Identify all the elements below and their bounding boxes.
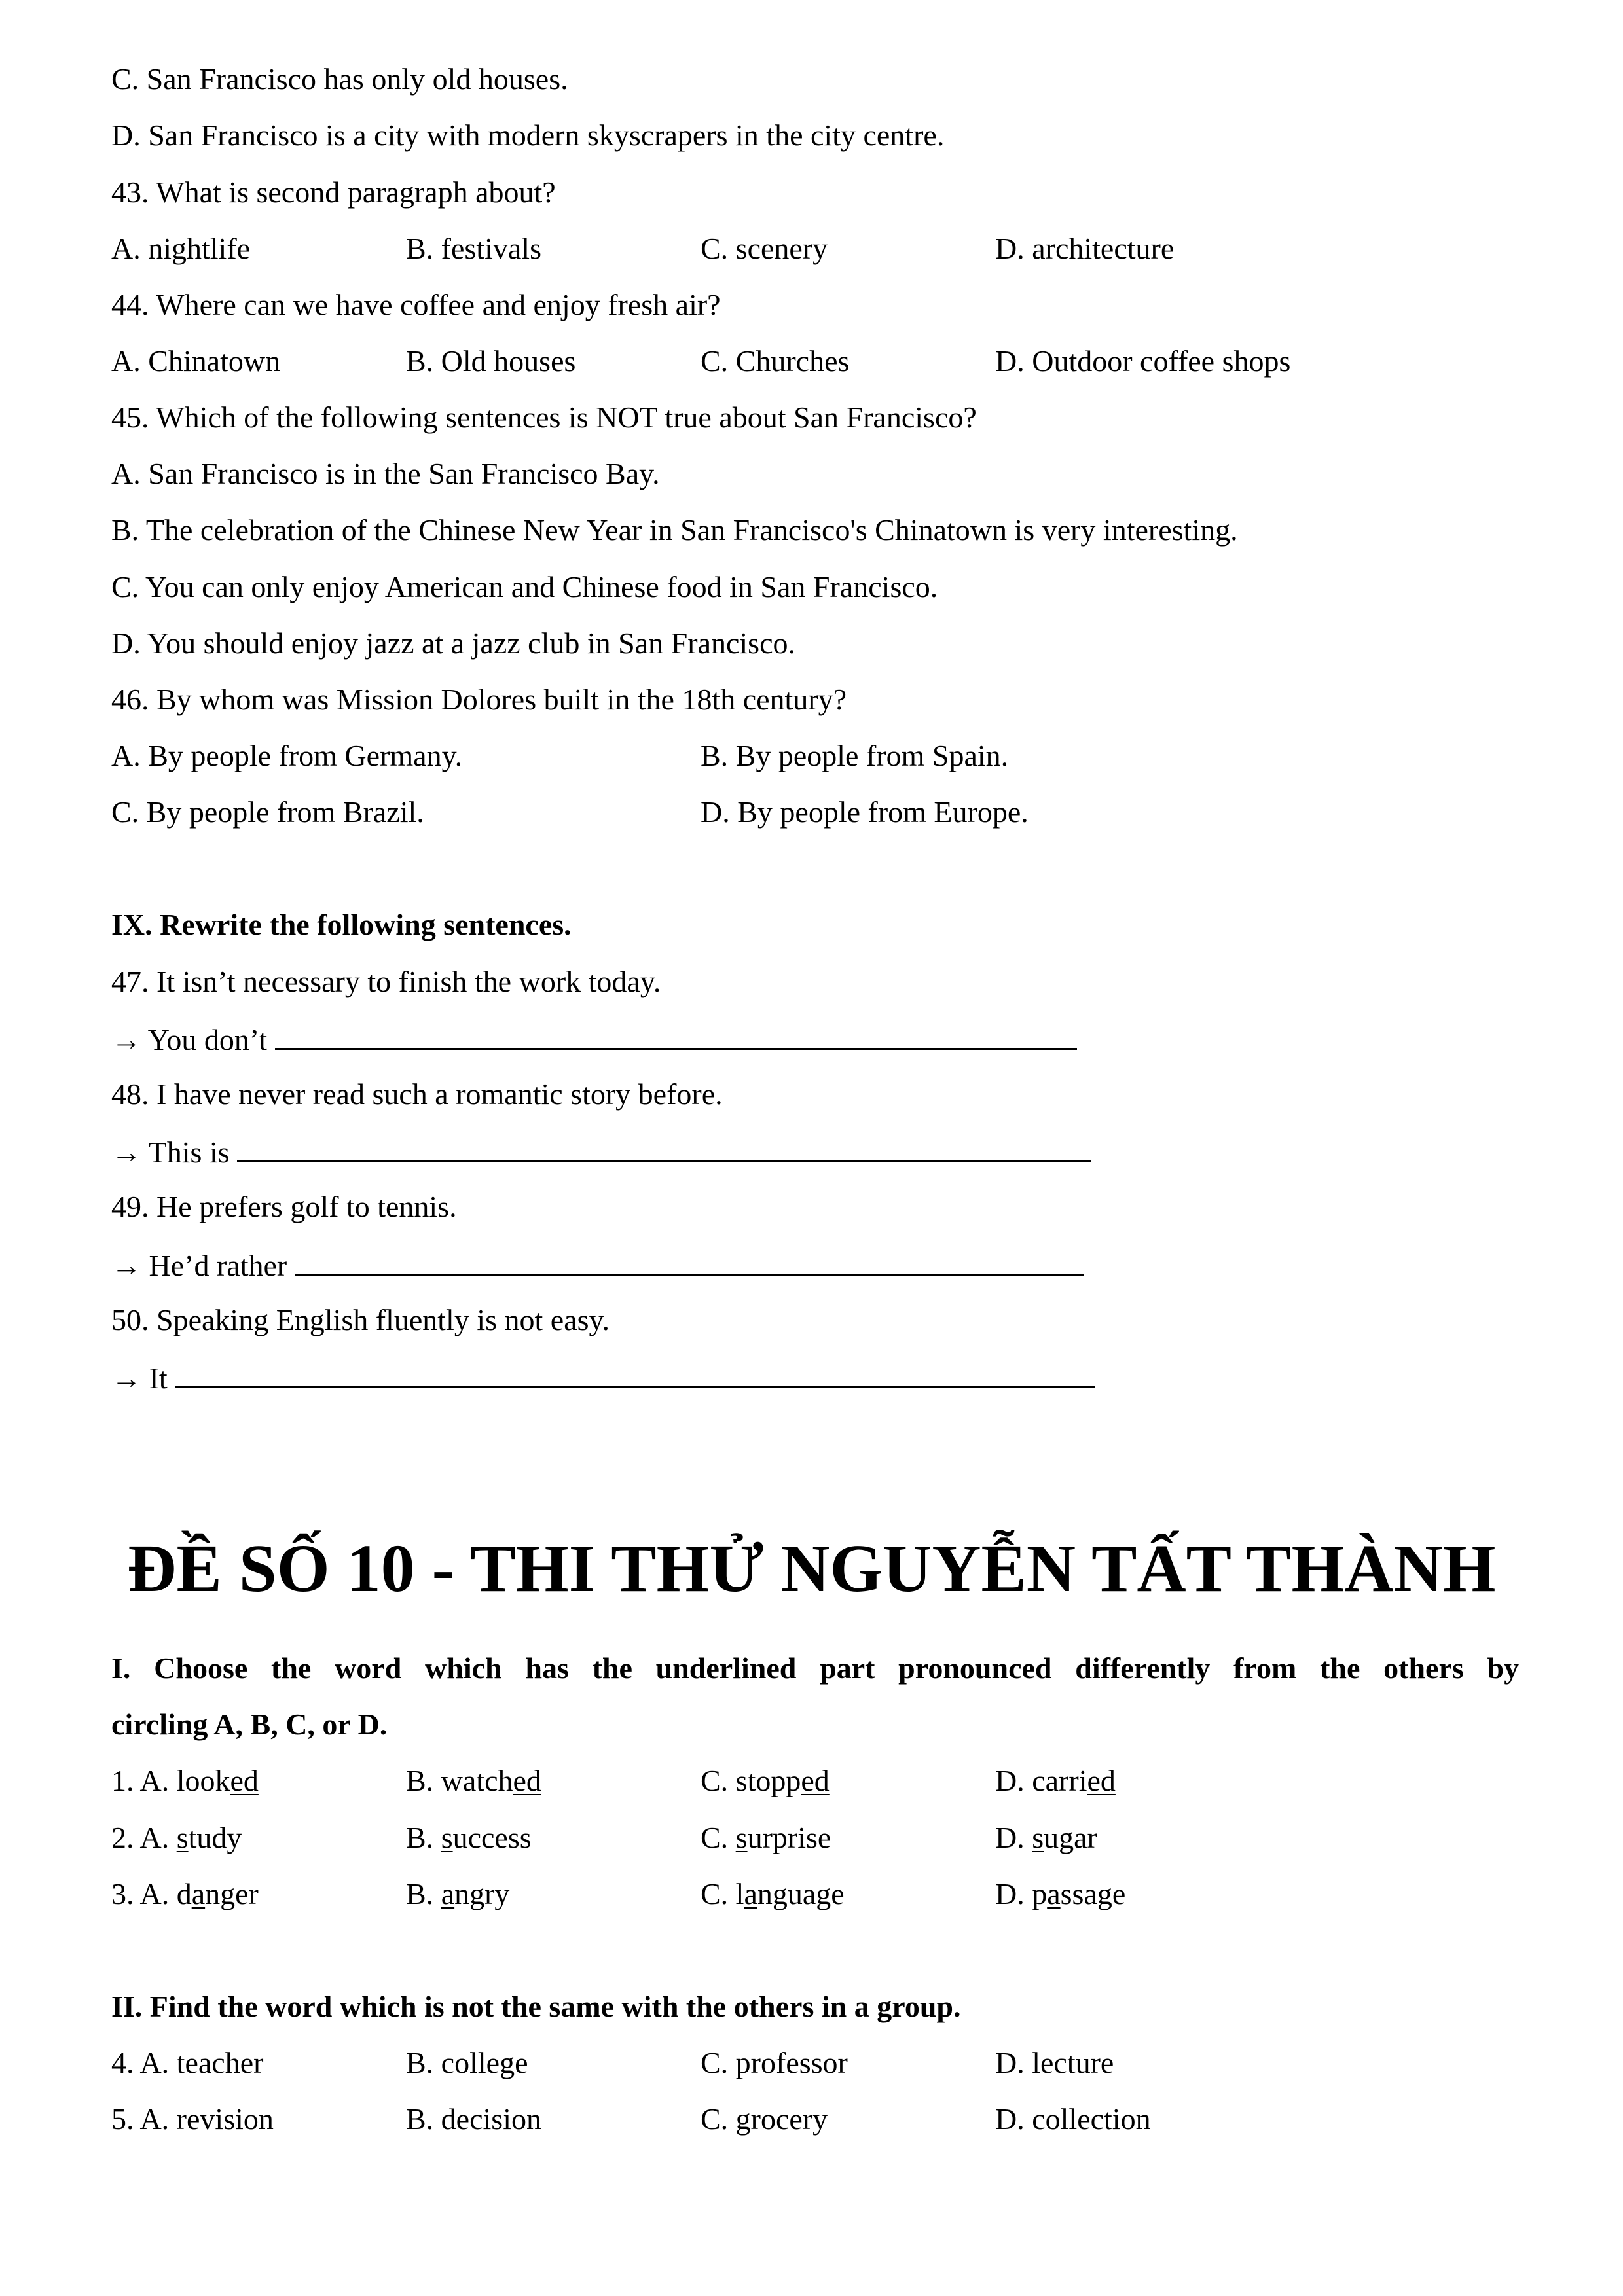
q49-answer-line xyxy=(111,1249,1084,1281)
q44-option-b: B. Old houses xyxy=(406,344,576,378)
q2-row xyxy=(111,1823,1519,1862)
q46-option-b: B. By people from Spain. xyxy=(701,739,1009,772)
q47-answer-blank[interactable] xyxy=(275,1023,1077,1050)
q3-row xyxy=(111,1879,1519,1918)
q44-question: 44. Where can we have coffee and enjoy fresh air? xyxy=(111,288,721,321)
q46-options-row-1 xyxy=(111,741,1519,780)
q5-option-b: B. decision xyxy=(406,2102,541,2136)
q47-sentence: 47. It isn’t necessary to finish the work today. xyxy=(111,965,661,998)
q5-option-d: D. collection xyxy=(995,2102,1151,2136)
q1-option-b: B. watched xyxy=(406,1764,541,1797)
q47-prompt: → You don’t xyxy=(111,1023,268,1056)
q2-option-d: D. sugar xyxy=(995,1821,1097,1854)
q45-option-c: C. You can only enjoy American and Chinese food in San Francisco. xyxy=(111,570,938,603)
q50-prompt: → It xyxy=(111,1361,168,1395)
q4-option-b: B. college xyxy=(406,2046,528,2079)
q44-option-c: C. Churches xyxy=(701,344,850,378)
q45-question: 45. Which of the following sentences is NOT true about San Francisco? xyxy=(111,401,977,434)
q48-prompt: → This is xyxy=(111,1136,230,1169)
q46-options-row-2 xyxy=(111,797,1519,836)
q43-question: 43. What is second paragraph about? xyxy=(111,175,556,209)
q49-sentence: 49. He prefers golf to tennis. xyxy=(111,1190,457,1223)
q45-option-b: B. The celebration of the Chinese New Year in San Francisco's Chinatown is very interesting. xyxy=(111,513,1238,547)
q47-answer-line xyxy=(111,1023,1077,1055)
q44-option-d: D. Outdoor coffee shops xyxy=(995,344,1291,378)
section-ii-title: II. Find the word which is not the same with the others in a group. xyxy=(111,1990,961,2023)
q1-row xyxy=(111,1766,1519,1805)
q43-option-b: B. festivals xyxy=(406,232,541,265)
q4-option-a: 4. A. teacher xyxy=(111,2046,264,2079)
q49-answer-blank[interactable] xyxy=(295,1249,1084,1276)
q48-answer-line xyxy=(111,1136,1091,1168)
q1-option-a: 1. A. looked xyxy=(111,1764,259,1797)
q4-option-d: D. lecture xyxy=(995,2046,1114,2079)
q3-option-d: D. passage xyxy=(995,1877,1126,1910)
q4-option-c: C. professor xyxy=(701,2046,848,2079)
q49-prompt: → He’d rather xyxy=(111,1249,287,1282)
section-i-title-line-2: circling A, B, C, or D. xyxy=(111,1708,388,1741)
q42-option-c: C. San Francisco has only old houses. xyxy=(111,62,568,96)
q45-option-a: A. San Francisco is in the San Francisco Bay. xyxy=(111,457,660,490)
q2-option-b: B. success xyxy=(406,1821,532,1854)
q43-option-c: C. scenery xyxy=(701,232,828,265)
q2-option-c: C. surprise xyxy=(701,1821,831,1854)
q3-option-a: 3. A. danger xyxy=(111,1877,259,1910)
q46-option-a: A. By people from Germany. xyxy=(111,739,463,772)
q50-answer-line xyxy=(111,1361,1095,1393)
q4-row xyxy=(111,2048,1519,2087)
q50-answer-blank[interactable] xyxy=(175,1361,1095,1388)
q1-option-c: C. stopped xyxy=(701,1764,830,1797)
q5-option-a: 5. A. revision xyxy=(111,2102,274,2136)
q50-sentence: 50. Speaking English fluently is not easy. xyxy=(111,1303,610,1336)
q5-option-c: C. grocery xyxy=(701,2102,828,2136)
q44-options xyxy=(111,346,1519,386)
q46-question: 46. By whom was Mission Dolores built in the 18th century? xyxy=(111,683,847,716)
q1-option-d: D. carried xyxy=(995,1764,1116,1797)
section-ix-title: IX. Rewrite the following sentences. xyxy=(111,908,572,941)
q46-option-c: C. By people from Brazil. xyxy=(111,795,424,829)
q3-option-b: B. angry xyxy=(406,1877,510,1910)
q43-option-a: A. nightlife xyxy=(111,232,251,265)
q3-option-c: C. language xyxy=(701,1877,845,1910)
q48-sentence: 48. I have never read such a romantic story before. xyxy=(111,1077,723,1111)
q43-option-d: D. architecture xyxy=(995,232,1175,265)
q44-option-a: A. Chinatown xyxy=(111,344,281,378)
q45-option-d: D. You should enjoy jazz at a jazz club in San Francisco. xyxy=(111,626,795,660)
q5-row xyxy=(111,2104,1519,2144)
section-i-title-line-1: I. Choose the word which has the underlined part pronounced differently from the others by xyxy=(111,1651,1520,1685)
q43-options xyxy=(111,234,1519,273)
q2-option-a: 2. A. study xyxy=(111,1821,242,1854)
q42-option-d: D. San Francisco is a city with modern skyscrapers in the city centre. xyxy=(111,118,945,152)
q48-answer-blank[interactable] xyxy=(237,1136,1091,1162)
q46-option-d: D. By people from Europe. xyxy=(701,795,1029,829)
exam-title: ĐỀ SỐ 10 - THI THỬ NGUYỄN TẤT THÀNH xyxy=(127,1531,1496,1606)
